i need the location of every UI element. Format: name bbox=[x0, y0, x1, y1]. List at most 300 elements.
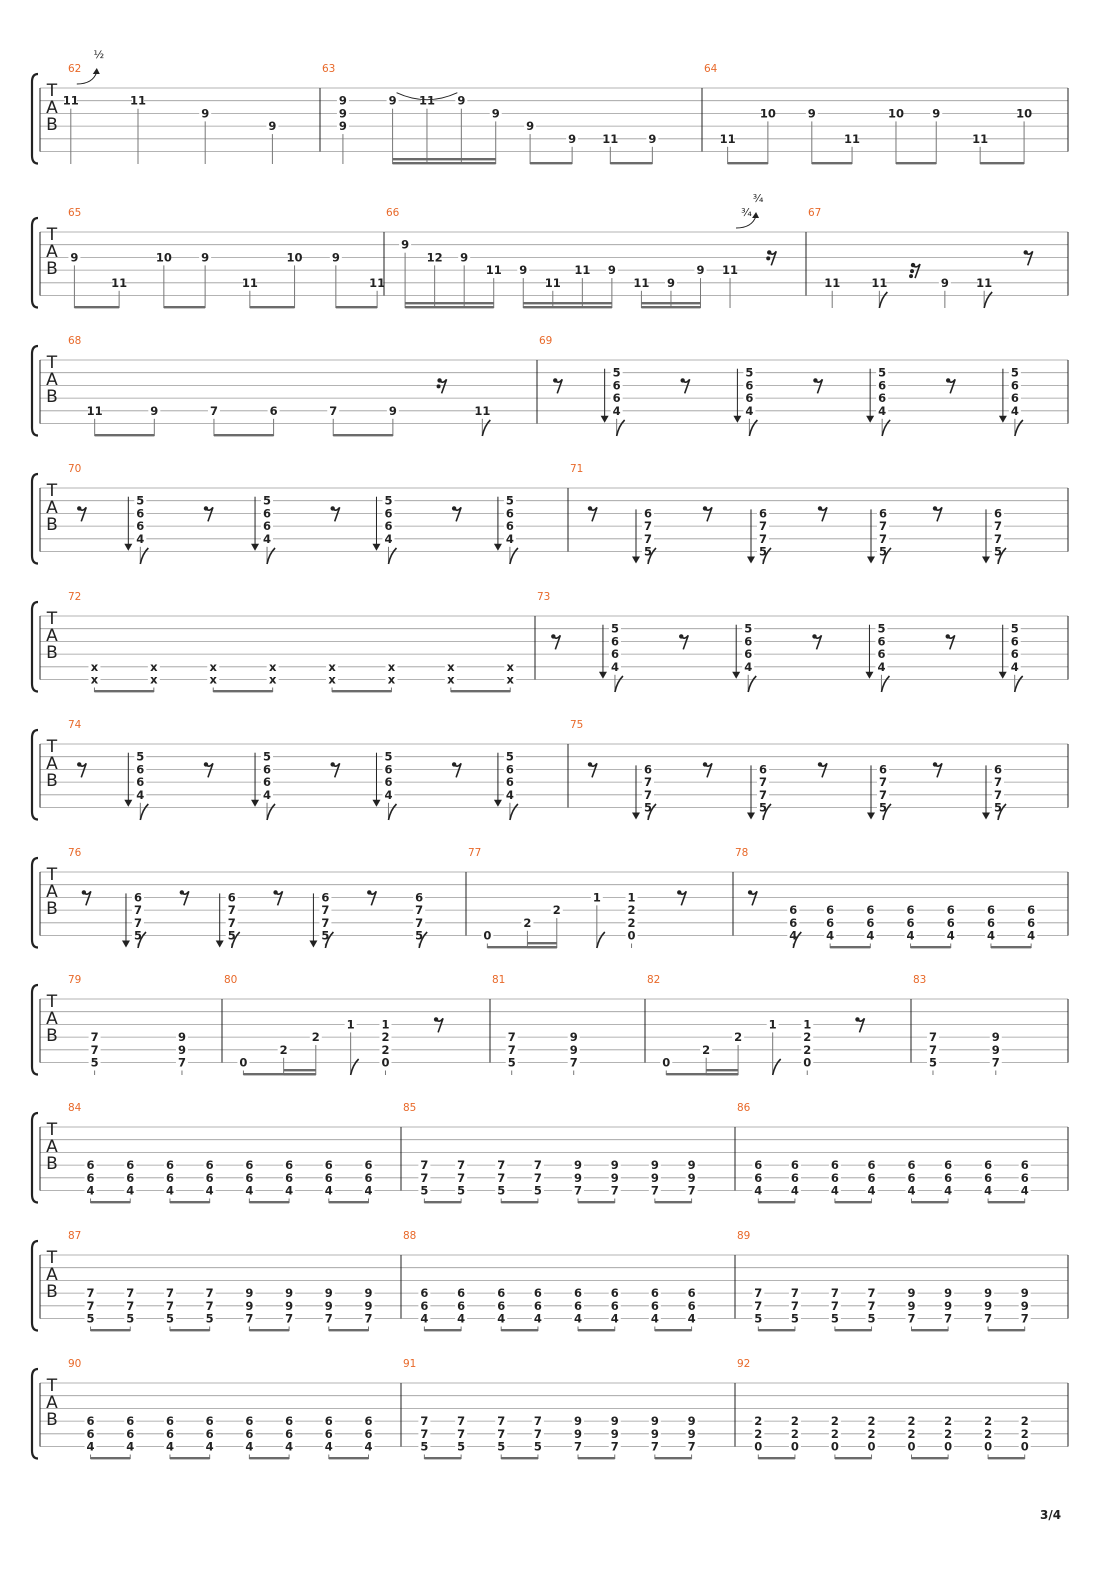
system-bracket bbox=[32, 218, 38, 308]
fret-number: 9 bbox=[324, 1286, 333, 1301]
fret-number: 6 bbox=[1010, 647, 1019, 662]
strum-arrow-head bbox=[494, 544, 502, 551]
fret-number: 9 bbox=[388, 403, 397, 418]
measure-number: 63 bbox=[322, 63, 336, 75]
fret-number: x bbox=[506, 659, 514, 674]
fret-number: 5 bbox=[830, 1311, 839, 1326]
strum-arrow-head bbox=[867, 813, 875, 820]
fret-number: x bbox=[328, 672, 336, 687]
measure-number: 79 bbox=[68, 974, 82, 986]
fret-number: 6 bbox=[384, 519, 393, 534]
system-bracket bbox=[32, 730, 38, 820]
rest-8th bbox=[812, 634, 821, 649]
fret-number: 7 bbox=[754, 1298, 763, 1313]
tab-clef-letter: A bbox=[46, 498, 58, 518]
beam bbox=[911, 1329, 948, 1331]
fret-number: 6 bbox=[205, 1426, 214, 1441]
fret-number: 6 bbox=[285, 1170, 294, 1185]
fret-number: 4 bbox=[612, 403, 621, 418]
fret-number: 10 bbox=[155, 250, 172, 265]
beam bbox=[706, 1073, 738, 1075]
fret-number: x bbox=[90, 672, 99, 687]
fret-number: 6 bbox=[269, 403, 278, 418]
fret-number: 7 bbox=[758, 775, 768, 790]
tab-clef-letter: B bbox=[46, 1026, 58, 1046]
fret-number: x bbox=[506, 672, 514, 687]
beam bbox=[424, 1329, 461, 1331]
beam bbox=[405, 302, 494, 304]
fret-number: 9 bbox=[569, 1042, 578, 1057]
beam bbox=[655, 1329, 692, 1331]
fret-number: 5 bbox=[1010, 621, 1019, 636]
strum-arrow-head bbox=[601, 416, 609, 423]
measure-number: 65 bbox=[68, 207, 82, 219]
fret-number: 1 bbox=[768, 1017, 777, 1032]
fret-number: 6 bbox=[758, 762, 768, 777]
fret-number: 6 bbox=[687, 1286, 696, 1301]
measure bbox=[63, 48, 279, 164]
note-flag bbox=[773, 1059, 781, 1075]
fret-number: 4 bbox=[877, 659, 886, 674]
fret-number: 1 bbox=[627, 890, 636, 905]
fret-number: 7 bbox=[569, 1055, 578, 1070]
fret-number: 6 bbox=[324, 1426, 333, 1441]
fret-number: 6 bbox=[165, 1158, 174, 1173]
tab-clef-letter: B bbox=[46, 115, 58, 135]
measure-number: 86 bbox=[737, 1102, 751, 1114]
tab-clef-letter: T bbox=[46, 353, 58, 373]
fret-number: 6 bbox=[830, 1158, 839, 1173]
fret-number: 6 bbox=[205, 1170, 214, 1185]
fret-number: 9 bbox=[610, 1158, 619, 1173]
note-flag bbox=[615, 676, 623, 692]
fret-number: 4 bbox=[384, 787, 393, 802]
tab-system bbox=[32, 591, 1068, 692]
fret-number: 4 bbox=[867, 1183, 876, 1198]
fret-number: 5 bbox=[90, 1055, 99, 1070]
measure-number: 68 bbox=[68, 335, 82, 347]
beam bbox=[164, 306, 205, 308]
fret-number: 6 bbox=[878, 762, 888, 777]
fret-number: 6 bbox=[1020, 1170, 1029, 1185]
strum-arrow-head bbox=[866, 416, 874, 423]
fret-number: 7 bbox=[205, 1286, 214, 1301]
fret-number: 7 bbox=[907, 1311, 916, 1326]
system-bracket bbox=[32, 1369, 38, 1459]
fret-number: 7 bbox=[177, 1055, 186, 1070]
fret-number: 0 bbox=[381, 1055, 390, 1070]
beam bbox=[835, 1457, 872, 1459]
fret-number: 9 bbox=[201, 250, 210, 265]
rest-8th bbox=[452, 762, 461, 777]
measure-number: 80 bbox=[224, 974, 238, 986]
fret-number: 7 bbox=[878, 775, 888, 790]
fret-number: 6 bbox=[505, 506, 514, 521]
fret-number: 6 bbox=[744, 634, 753, 649]
fret-number: 7 bbox=[993, 775, 1003, 790]
fret-number: 9 bbox=[944, 1286, 953, 1301]
fret-number: 7 bbox=[324, 1311, 333, 1326]
system-bracket bbox=[32, 474, 38, 564]
fret-number: 5 bbox=[745, 365, 754, 380]
tab-clef-letter: A bbox=[46, 1009, 58, 1029]
note-flag bbox=[388, 804, 396, 820]
fret-number: 9 bbox=[177, 1030, 186, 1045]
fret-number: 11 bbox=[418, 93, 435, 108]
fret-number: 7 bbox=[574, 1183, 583, 1198]
fret-number: 2 bbox=[381, 1042, 390, 1057]
fret-number: 5 bbox=[505, 493, 514, 508]
beam bbox=[991, 946, 1031, 948]
fret-number: 5 bbox=[533, 1183, 542, 1198]
fret-number: 6 bbox=[643, 506, 653, 521]
fret-number: 11 bbox=[824, 275, 841, 290]
fret-number: 6 bbox=[986, 915, 995, 930]
fret-number: 5 bbox=[497, 1183, 506, 1198]
tab-clef-letter: A bbox=[46, 626, 58, 646]
fret-number: 9 bbox=[285, 1298, 294, 1313]
measure-number: 82 bbox=[647, 974, 661, 986]
fret-number: 4 bbox=[364, 1183, 373, 1198]
fret-number: 6 bbox=[1010, 378, 1019, 393]
measure-number: 73 bbox=[537, 591, 551, 603]
fret-number: 2 bbox=[702, 1042, 711, 1057]
strum-arrow-head bbox=[122, 941, 130, 948]
beam bbox=[655, 1457, 692, 1459]
fret-number: 0 bbox=[754, 1439, 763, 1454]
fret-number: 4 bbox=[205, 1439, 214, 1454]
tab-system bbox=[32, 974, 1068, 1075]
tab-clef-letter: T bbox=[46, 1248, 58, 1268]
fret-number: 7 bbox=[928, 1042, 937, 1057]
fret-number: x bbox=[209, 672, 217, 687]
fret-number: 6 bbox=[384, 775, 393, 790]
fret-number: 10 bbox=[1016, 106, 1033, 121]
fret-number: 6 bbox=[505, 775, 514, 790]
fret-number: 9 bbox=[687, 1158, 696, 1173]
fret-number: 7 bbox=[993, 787, 1003, 802]
fret-number: 5 bbox=[758, 544, 768, 559]
rest-8th bbox=[588, 762, 597, 777]
beam bbox=[911, 946, 951, 948]
beam bbox=[523, 302, 612, 304]
fret-number: 11 bbox=[474, 403, 491, 418]
fret-number: 6 bbox=[263, 506, 272, 521]
fret-number: 0 bbox=[483, 928, 492, 943]
fret-number: 4 bbox=[420, 1311, 429, 1326]
strum-arrow-head bbox=[251, 800, 259, 807]
fret-number: x bbox=[328, 659, 336, 674]
beam bbox=[578, 1329, 615, 1331]
fret-number: 4 bbox=[946, 928, 955, 943]
fret-number: 7 bbox=[991, 1055, 1000, 1070]
fret-number: 0 bbox=[239, 1055, 248, 1070]
fret-number: 5 bbox=[457, 1439, 466, 1454]
fret-number: 6 bbox=[86, 1158, 95, 1173]
fret-number: 7 bbox=[643, 787, 653, 802]
fret-number: 6 bbox=[1010, 391, 1019, 406]
rest-8th bbox=[82, 890, 91, 905]
beam bbox=[911, 1201, 948, 1203]
fret-number: 5 bbox=[136, 493, 145, 508]
fret-number: 6 bbox=[384, 762, 393, 777]
fret-number: 4 bbox=[533, 1311, 542, 1326]
fret-number: 5 bbox=[263, 493, 272, 508]
tab-clef-letter: B bbox=[46, 515, 58, 535]
fret-number: 7 bbox=[993, 531, 1003, 546]
fret-number: 4 bbox=[136, 531, 145, 546]
beam bbox=[896, 162, 936, 164]
beam bbox=[451, 690, 510, 692]
measure-number: 88 bbox=[403, 1230, 417, 1242]
tab-clef-letter: B bbox=[46, 643, 58, 663]
tab-clef-letter: B bbox=[46, 1154, 58, 1174]
measure-number: 76 bbox=[68, 847, 82, 859]
beam bbox=[91, 1201, 131, 1203]
fret-number: 7 bbox=[1020, 1311, 1029, 1326]
tab-clef-letter: B bbox=[46, 771, 58, 791]
strum-arrow-head bbox=[999, 672, 1007, 679]
fret-number: 6 bbox=[745, 391, 754, 406]
fret-number: 4 bbox=[745, 403, 754, 418]
fret-number: 4 bbox=[986, 928, 995, 943]
tab-clef-letter: T bbox=[46, 737, 58, 757]
fret-number: 5 bbox=[86, 1311, 95, 1326]
note-flag bbox=[510, 804, 518, 820]
fret-number: 9 bbox=[1020, 1286, 1029, 1301]
fret-number: 7 bbox=[650, 1183, 659, 1198]
fret-number: 4 bbox=[165, 1439, 174, 1454]
fret-number: 4 bbox=[86, 1439, 95, 1454]
fret-number: 7 bbox=[830, 1298, 839, 1313]
fret-number: 6 bbox=[324, 1158, 333, 1173]
fret-number: 2 bbox=[734, 1030, 743, 1045]
note-flag bbox=[882, 420, 890, 436]
measure-number: 72 bbox=[68, 591, 82, 603]
fret-number: 4 bbox=[1010, 403, 1019, 418]
beam bbox=[329, 1201, 369, 1203]
fret-number: 2 bbox=[944, 1414, 953, 1429]
fret-number: 7 bbox=[574, 1439, 583, 1454]
tab-clef-letter: B bbox=[46, 259, 58, 279]
beam bbox=[250, 306, 295, 308]
beam bbox=[336, 306, 377, 308]
fret-number: 7 bbox=[878, 531, 888, 546]
fret-number: 6 bbox=[126, 1414, 135, 1429]
fret-number: 7 bbox=[754, 1286, 763, 1301]
fret-number: 5 bbox=[878, 365, 887, 380]
fret-number: 9 bbox=[687, 1426, 696, 1441]
measure-number: 67 bbox=[808, 207, 822, 219]
beam bbox=[91, 1457, 131, 1459]
fret-number: 6 bbox=[497, 1286, 506, 1301]
fret-number: 9 bbox=[650, 1414, 659, 1429]
fret-number: 9 bbox=[650, 1426, 659, 1441]
fret-number: 9 bbox=[519, 263, 528, 278]
rest-8th bbox=[818, 762, 827, 777]
fret-number: 11 bbox=[62, 93, 79, 108]
fret-number: 9 bbox=[687, 1170, 696, 1185]
strum-arrow-head bbox=[999, 416, 1007, 423]
fret-number: 6 bbox=[165, 1426, 174, 1441]
fret-number: 7 bbox=[610, 1183, 619, 1198]
fret-number: 7 bbox=[457, 1414, 466, 1429]
measure-number: 77 bbox=[468, 847, 482, 859]
strum-arrow-head bbox=[251, 544, 259, 551]
fret-number: 6 bbox=[867, 1170, 876, 1185]
fret-number: 6 bbox=[907, 1158, 916, 1173]
fret-number: 2 bbox=[754, 1414, 763, 1429]
fret-number: 0 bbox=[662, 1055, 671, 1070]
tab-clef-letter: T bbox=[46, 81, 58, 101]
fret-number: 4 bbox=[650, 1311, 659, 1326]
system-bracket bbox=[32, 985, 38, 1075]
fret-number: 9 bbox=[650, 1158, 659, 1173]
fret-number: 6 bbox=[136, 506, 145, 521]
fret-number: 5 bbox=[744, 621, 753, 636]
rest-8th bbox=[946, 634, 955, 649]
fret-number: 9 bbox=[324, 1298, 333, 1313]
fret-number: 7 bbox=[687, 1439, 696, 1454]
fret-number: 1 bbox=[346, 1017, 355, 1032]
beam bbox=[578, 1201, 615, 1203]
fret-number: 6 bbox=[866, 915, 875, 930]
fret-number: 4 bbox=[126, 1183, 135, 1198]
fret-number: 6 bbox=[878, 378, 887, 393]
fret-number: 2 bbox=[984, 1426, 993, 1441]
fret-number: 9 bbox=[991, 1030, 1000, 1045]
fret-number: 5 bbox=[877, 621, 886, 636]
fret-number: 11 bbox=[485, 263, 502, 278]
fret-number: 4 bbox=[826, 928, 835, 943]
beam bbox=[284, 1073, 316, 1075]
beam bbox=[758, 1329, 795, 1331]
fret-number: 9 bbox=[907, 1286, 916, 1301]
page-number: 3/4 bbox=[1040, 1508, 1062, 1522]
beam bbox=[393, 158, 496, 160]
fret-number: 5 bbox=[420, 1439, 429, 1454]
fret-number: 9 bbox=[610, 1414, 619, 1429]
note-flag bbox=[482, 420, 490, 436]
fret-number: 6 bbox=[364, 1158, 373, 1173]
fret-number: 6 bbox=[86, 1414, 95, 1429]
beam bbox=[333, 434, 393, 436]
fret-number: 7 bbox=[420, 1426, 429, 1441]
fret-number: 2 bbox=[627, 915, 636, 930]
fret-number: 2 bbox=[867, 1414, 876, 1429]
fret-number: 6 bbox=[906, 903, 915, 918]
fret-number: 7 bbox=[227, 903, 236, 918]
beam bbox=[424, 1457, 461, 1459]
beam bbox=[578, 1457, 615, 1459]
fret-number: 2 bbox=[790, 1414, 799, 1429]
fret-number: 9 bbox=[401, 237, 410, 252]
fret-number: 9 bbox=[457, 93, 466, 108]
fret-number: 2 bbox=[523, 915, 532, 930]
fret-number: 6 bbox=[1027, 915, 1036, 930]
fret-number: 9 bbox=[687, 1414, 696, 1429]
fret-number: 7 bbox=[650, 1439, 659, 1454]
fret-number: 5 bbox=[505, 749, 514, 764]
beam bbox=[641, 306, 700, 308]
note-flag bbox=[881, 676, 889, 692]
fret-number: 6 bbox=[687, 1298, 696, 1313]
fret-number: 6 bbox=[574, 1286, 583, 1301]
fret-number: 11 bbox=[871, 275, 888, 290]
fret-number: 7 bbox=[86, 1298, 95, 1313]
fret-number: 2 bbox=[381, 1030, 390, 1045]
fret-number: 5 bbox=[205, 1311, 214, 1326]
beam bbox=[530, 162, 572, 164]
fret-number: 7 bbox=[364, 1311, 373, 1326]
beam bbox=[758, 1201, 795, 1203]
fret-number: 6 bbox=[946, 915, 955, 930]
fret-number: 6 bbox=[205, 1158, 214, 1173]
fret-number: 6 bbox=[878, 506, 888, 521]
fret-number: 9 bbox=[696, 263, 705, 278]
fret-number: 6 bbox=[136, 519, 145, 534]
system-bracket bbox=[32, 346, 38, 436]
beam bbox=[835, 1329, 872, 1331]
fret-number: 2 bbox=[1020, 1426, 1029, 1441]
fret-number: 6 bbox=[878, 391, 887, 406]
fret-number: 6 bbox=[877, 634, 886, 649]
fret-number: 9 bbox=[460, 250, 469, 265]
fret-number: 7 bbox=[533, 1170, 542, 1185]
fret-number: 5 bbox=[420, 1183, 429, 1198]
beam bbox=[835, 1201, 872, 1203]
tab-clef-letter: A bbox=[46, 882, 58, 902]
system-bracket bbox=[32, 1241, 38, 1331]
fret-number: 9 bbox=[177, 1042, 186, 1057]
fret-number: 5 bbox=[1010, 365, 1019, 380]
fret-number: 7 bbox=[497, 1170, 506, 1185]
strum-arrow-head bbox=[733, 416, 741, 423]
fret-number: 2 bbox=[552, 903, 561, 918]
fret-number: 6 bbox=[364, 1414, 373, 1429]
fret-number: 6 bbox=[324, 1414, 333, 1429]
fret-number: 7 bbox=[321, 903, 330, 918]
strum-arrow-head bbox=[309, 941, 317, 948]
measure-number: 85 bbox=[403, 1102, 417, 1114]
fret-number: 7 bbox=[643, 531, 653, 546]
fret-number: 7 bbox=[420, 1170, 429, 1185]
fret-number: 7 bbox=[420, 1414, 429, 1429]
fret-number: 11 bbox=[844, 131, 861, 146]
fret-number: 4 bbox=[754, 1183, 763, 1198]
fret-number: 6 bbox=[826, 903, 835, 918]
tab-system bbox=[32, 719, 1068, 820]
beam bbox=[170, 1329, 210, 1331]
fret-number: 5 bbox=[878, 544, 888, 559]
fret-number: 6 bbox=[754, 1170, 763, 1185]
fret-number: 5 bbox=[643, 800, 653, 815]
fret-number: 9 bbox=[569, 1030, 578, 1045]
fret-number: 2 bbox=[311, 1030, 320, 1045]
fret-number: 6 bbox=[612, 391, 621, 406]
fret-number: 4 bbox=[1027, 928, 1036, 943]
fret-number: 11 bbox=[633, 275, 650, 290]
fret-number: 9 bbox=[984, 1298, 993, 1313]
fret-number: 4 bbox=[789, 928, 798, 943]
fret-number: 9 bbox=[907, 1298, 916, 1313]
fret-number: 9 bbox=[338, 119, 347, 134]
fret-number: 6 bbox=[533, 1286, 542, 1301]
fret-number: 9 bbox=[201, 106, 210, 121]
fret-number: 6 bbox=[790, 1158, 799, 1173]
fret-number: 2 bbox=[830, 1414, 839, 1429]
tab-clef-letter: B bbox=[46, 899, 58, 919]
